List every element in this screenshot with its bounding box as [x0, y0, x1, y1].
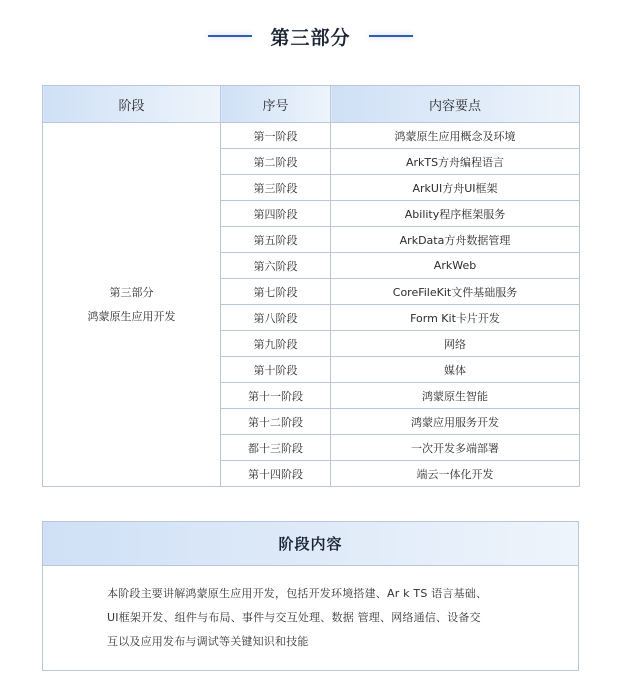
stage-content-cell: Form Kit卡片开发	[331, 305, 580, 331]
stage-sequence-cell: 第五阶段	[221, 227, 331, 253]
stages-table	[42, 85, 580, 487]
stage-content-cell: ArkTS方舟编程语言	[331, 149, 580, 175]
header-sequence: 序号	[221, 86, 331, 123]
part-label-cell	[43, 123, 221, 487]
stage-sequence-cell: 第十二阶段	[221, 409, 331, 435]
stage-sequence-cell: 第二阶段	[221, 149, 331, 175]
stage-content-line: 本阶段主要讲解鸿蒙原生应用开发，包括开发环境搭建、Ar k TS 语言基础、	[107, 587, 488, 600]
stage-sequence-cell: 第八阶段	[221, 305, 331, 331]
table-row	[43, 123, 580, 149]
part-name: 第三部分	[109, 285, 154, 299]
stage-sequence-cell: 第九阶段	[221, 331, 331, 357]
header-stage: 阶段	[43, 86, 221, 123]
stage-content-cell: ArkData方舟数据管理	[331, 227, 580, 253]
stage-content-cell: Ability程序框架服务	[331, 201, 580, 227]
stage-content-cell: 鸿蒙原生智能	[331, 383, 580, 409]
stage-sequence-cell: 第十阶段	[221, 357, 331, 383]
stage-content-cell: CoreFileKit文件基础服务	[331, 279, 580, 305]
stage-content-body	[43, 566, 578, 654]
stage-content-line: UI框架开发、组件与布局、事件与交互处理、数据 管理、网络通信、设备交	[107, 611, 481, 624]
section-title: 第三部分	[270, 26, 351, 49]
title-right-divider	[369, 35, 413, 37]
stage-sequence-cell: 第十一阶段	[221, 383, 331, 409]
title-left-divider	[208, 35, 252, 37]
stage-content-line: 互以及应用发布与调试等关键知识和技能	[107, 635, 309, 648]
stage-content-cell: ArkWeb	[331, 253, 580, 279]
stage-sequence-cell: 第四阶段	[221, 201, 331, 227]
stage-content-cell: 鸿蒙应用服务开发	[331, 409, 580, 435]
stage-content-cell: 鸿蒙原生应用概念及环境	[331, 123, 580, 149]
stage-content-cell: 网络	[331, 331, 580, 357]
stage-content-header	[43, 522, 578, 566]
stage-content-cell: 一次开发多端部署	[331, 435, 580, 461]
part-subtitle: 鸿蒙原生应用开发	[87, 309, 176, 323]
section-title-row	[0, 18, 621, 54]
stage-content-title: 阶段内容	[278, 535, 343, 553]
table-header-row	[43, 86, 580, 123]
stage-sequence-cell: 都十三阶段	[221, 435, 331, 461]
header-content-points: 内容要点	[331, 86, 580, 123]
stage-content-cell: 媒体	[331, 357, 580, 383]
stage-sequence-cell: 第三阶段	[221, 175, 331, 201]
stage-content-box	[42, 521, 579, 671]
stage-sequence-cell: 第一阶段	[221, 123, 331, 149]
stage-sequence-cell: 第七阶段	[221, 279, 331, 305]
stage-sequence-cell: 第十四阶段	[221, 461, 331, 487]
stage-content-cell: 端云一体化开发	[331, 461, 580, 487]
stage-content-cell: ArkUI方舟UI框架	[331, 175, 580, 201]
stage-sequence-cell: 第六阶段	[221, 253, 331, 279]
